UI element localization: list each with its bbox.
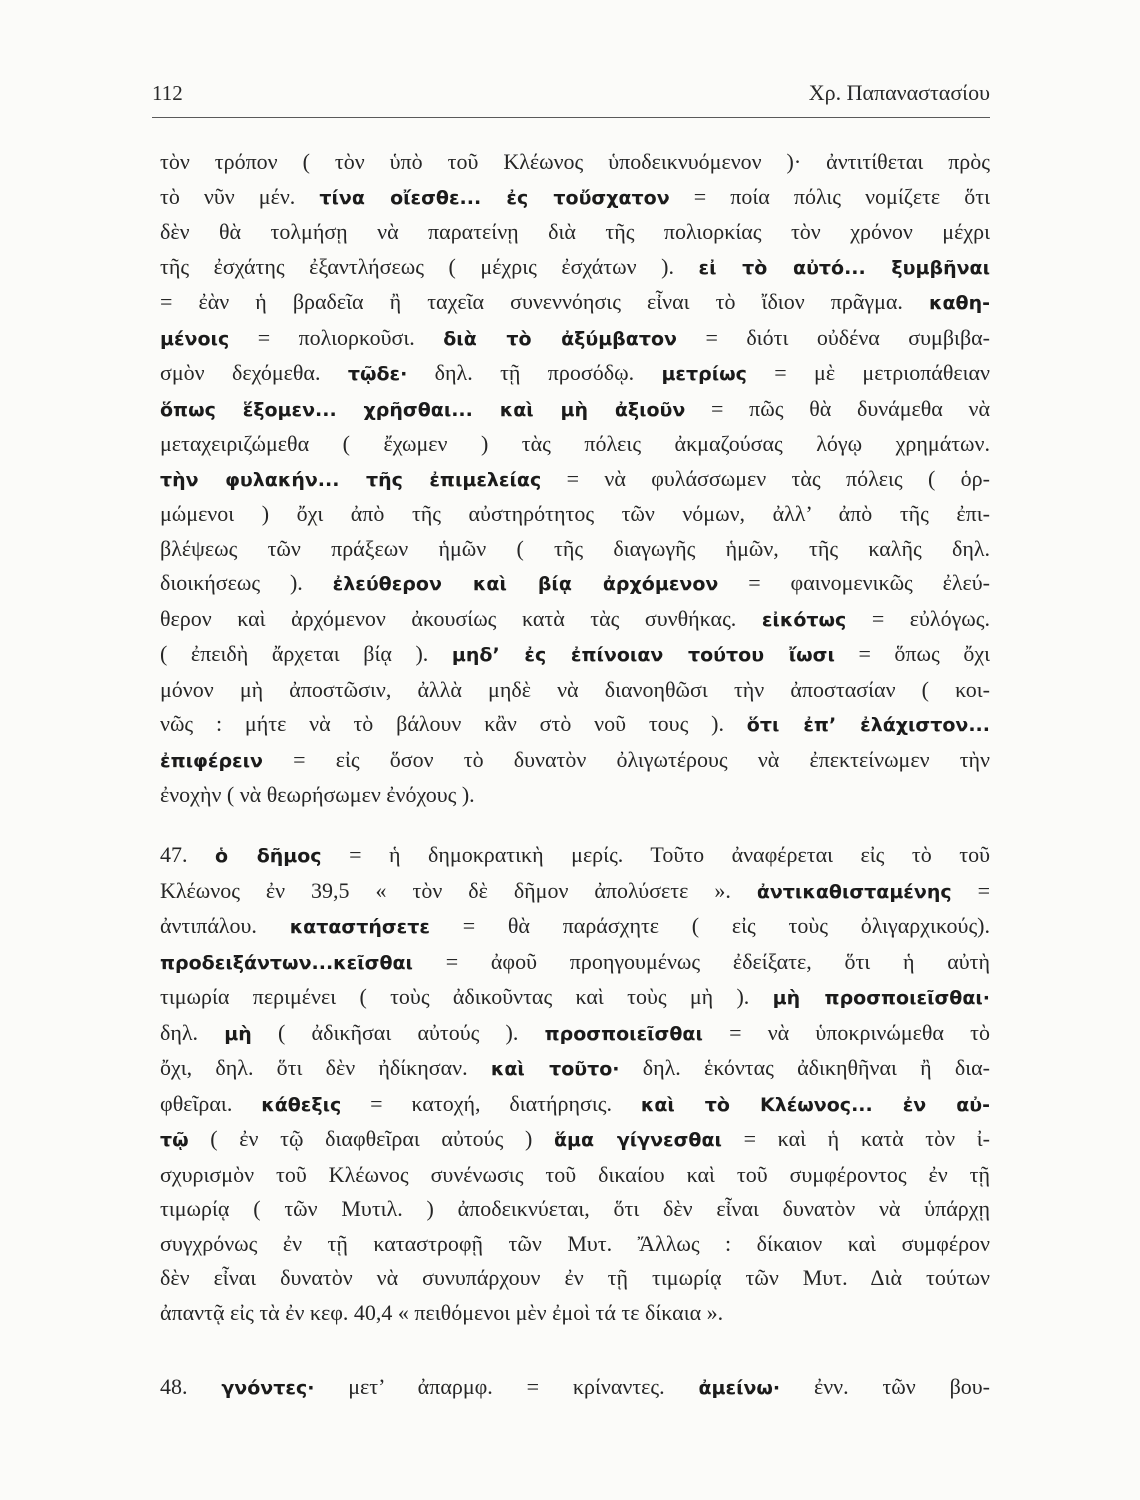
text-line [160,945,990,981]
commentary-text: = μὲ μετριοπάθειαν [746,360,990,385]
commentary-text: = κατοχή, διατήρησις. [341,1090,641,1116]
lemma-term: μὴ [224,1022,252,1045]
text-line [160,909,990,945]
lemma-term: προσποιεῖσθαι [544,1022,703,1045]
text-line [160,980,990,1016]
commentary-text: ( ἀδικῆσαι αὐτούς ). [251,1019,545,1045]
text-line [160,1087,990,1123]
text-line [160,215,990,250]
commentary-paragraph-48 [160,1370,990,1406]
lemma-term: μηδ’ ἐς ἐπίνοιαν τούτου ἴωσι [451,644,835,666]
lemma-term: ἅμα γίγνεσθαι [553,1129,722,1151]
text-line [160,250,990,286]
commentary-text: = πολιορκοῦσι. [229,324,444,350]
text-line [160,321,990,357]
commentary-text: = εἰς ὅσον τὸ δυνατὸν ὀλιγωτέρους νὰ ἐπεκτείνωμεν τὴν [262,746,990,772]
text-line [160,637,990,673]
text-line [160,1192,990,1227]
commentary-text: θερον καὶ ἀρχόμενον ἀκουσίως κατὰ τὰς συνθήκας. [160,605,762,631]
commentary-text: ἐνοχὴν ( νὰ θεωρήσωμεν ἐνόχους ). [160,782,475,807]
text-line [160,180,990,216]
lemma-term: προδειξάντων...κεῖσθαι [160,951,413,974]
lemma-term: τῷδε· [347,363,408,385]
commentary-text: διοικήσεως ). [160,570,333,595]
commentary-text: = θὰ παράσχητε ( εἰς τοὺς ὀλιγαρχικούς). [429,913,990,938]
commentary-text: βλέψεως τῶν πράξεων ἡμῶν ( τῆς διαγωγῆς ἡμῶν, τῆς καλῆς δηλ. [160,535,990,561]
text-line [160,602,990,638]
lemma-term: ὅτι ἐπ’ ἐλάχιστον... [746,714,990,736]
header-rule [152,117,990,118]
lemma-term: ἀμείνω· [698,1377,781,1399]
commentary-text: τὸν τρόπον ( τὸν ὑπὸ τοῦ Κλέωνος ὑποδεικνυόμενον )· ἀντιτίθεται πρὸς [160,149,990,174]
lemma-term: ἐπιφέρειν [160,749,263,772]
commentary-text: φθεῖραι. [160,1090,262,1116]
text-line [160,1296,990,1331]
page-number: 112 [152,81,183,105]
lemma-term: καθη- [928,292,990,314]
lemma-term: μὴ προσποιεῖσθαι· [772,987,991,1009]
text-line [160,1370,990,1406]
commentary-text: 48. [160,1374,222,1399]
text-line [160,1158,990,1193]
text-line [160,566,990,602]
lemma-term: ὁ δῆμος [215,845,322,867]
commentary-text: = νὰ ὑποκρινώμεθα τὸ [702,1019,990,1045]
lemma-term: κάθεξις [261,1093,342,1116]
text-line [160,392,990,428]
commentary-paragraph-47 [160,838,990,1330]
lemma-term: τῷ [160,1129,189,1151]
text-line [160,285,990,321]
lemma-term: ἀντικαθισταμένης [756,880,952,903]
text-line [160,1261,990,1296]
commentary-text: ( ἐν τῷ διαφθεῖραι αὐτούς ) [188,1126,554,1151]
commentary-text: ( ἐπειδὴ ἄρχεται βίᾳ ). [160,641,452,666]
lemma-term: εἰκότως [761,608,847,631]
commentary-text: = εὐλόγως. [846,605,991,631]
text-line [160,1227,990,1262]
commentary-text: δηλ. [160,1019,225,1045]
commentary-text: = ἐὰν ἡ βραδεῖα ἢ ταχεῖα συνεννόησις εἶναι τὸ ἴδιον πρᾶγμα. [160,289,929,314]
commentary-text: δὲν θὰ τολμήσῃ νὰ παρατείνῃ διὰ τῆς πολιορκίας τὸν χρόνον μέχρι [160,219,990,244]
text-line [160,707,990,743]
text-line [160,462,990,498]
commentary-text: μεταχειριζώμεθα ( ἔχωμεν ) τὰς πόλεις ἀκμαζούσας λόγῳ χρημάτων. [160,431,990,456]
commentary-text: = [951,877,990,903]
text-line [160,874,990,910]
running-title: Χρ. Παπαναστασίου [808,80,990,105]
text-line [160,838,990,874]
lemma-term: τίνα οἴεσθε... ἐς τοὔσχατον [319,186,670,209]
commentary-text: σμὸν δεχόμεθα. [160,360,348,385]
text-line [160,1016,990,1052]
commentary-text: = ποία πόλις νομίζετε ὅτι [669,183,990,209]
commentary-text: = νὰ φυλάσσωμεν τὰς πόλεις ( ὁρ- [541,465,990,491]
lemma-term: διὰ τὸ ἀξύμβατον [443,327,677,350]
commentary-text: 47. [160,842,216,867]
lemma-term: καὶ τοῦτο· [490,1058,620,1080]
text-line [160,1122,990,1158]
lemma-term: μετρίως [661,363,747,385]
text-line [160,1051,990,1087]
commentary-text: δηλ. ἑκόντας ἀδικηθῆναι ἢ δια- [619,1055,990,1080]
commentary-text: σχυρισμὸν τοῦ Κλέωνος συνένωσις τοῦ δικαίου καὶ τοῦ συμφέροντος ἐν τῇ [160,1161,990,1187]
text-line [160,427,990,462]
commentary-text: ὄχι, δηλ. ὅτι δὲν ἠδίκησαν. [160,1055,491,1080]
lemma-term: καταστήσετε [289,916,430,938]
lemma-term: εἰ τὸ αὐτό... ξυμβῆναι [698,256,990,279]
text-line [160,497,990,532]
text-line [160,145,990,180]
commentary-paragraph [160,145,990,813]
commentary-text: Κλέωνος ἐν 39,5 « τὸν δὲ δῆμον ἀπολύσετε ». [160,877,757,903]
lemma-term: ἐλεύθερον καὶ βίᾳ ἀρχόμενον [332,573,719,595]
text-line [160,743,990,779]
commentary-text: μόνον μὴ ἀποστῶσιν, ἀλλὰ μηδὲ νὰ διανοηθῶσι τὴν ἀποστασίαν ( κοι- [160,676,990,702]
commentary-text: τιμωρίᾳ ( τῶν Μυτιλ. ) ἀποδεικνύεται, ὅτι δὲν εἶναι δυνατὸν νὰ ὑπάρχῃ [160,1196,990,1221]
commentary-text: δηλ. τῇ προσόδῳ. [407,360,662,385]
commentary-text: ἀντιπάλου. [160,913,290,938]
text-line [160,673,990,708]
commentary-text: ἀπαντᾷ εἰς τὰ ἐν κεφ. 40,4 « πειθόμενοι μὲν ἐμοὶ τά τε δίκαια ». [160,1299,724,1325]
commentary-text: ἐνν. τῶν βου- [780,1374,990,1399]
text-line [160,532,990,567]
commentary-text: = ἡ δημοκρατικὴ μερίς. Τοῦτο ἀναφέρεται εἰς τὸ τοῦ [321,842,990,867]
commentary-text: νῶς : μήτε νὰ τὸ βάλουν κἂν στὸ νοῦ τους ). [160,711,747,736]
commentary-text: = ἀφοῦ προηγουμένως ἐδείξατε, ὅτι ἡ αὐτὴ [412,948,990,974]
text-line [160,356,990,392]
lemma-term: τὴν φυλακήν... τῆς ἐπιμελείας [160,468,542,491]
commentary-text: μώμενοι ) ὄχι ἀπὸ τῆς αὐστηρότητος τῶν νόμων, ἀλλ’ ἀπὸ τῆς ἐπι- [160,501,990,526]
commentary-text: = καὶ ἡ κατὰ τὸν ἰ- [721,1126,990,1151]
commentary-text: συγχρόνως ἐν τῇ καταστροφῇ τῶν Μυτ. Ἄλλως : δίκαιον καὶ συμφέρον [160,1230,990,1256]
commentary-text: τὸ νῦν μέν. [160,183,320,209]
commentary-text: = πῶς θὰ δυνάμεθα νὰ [685,395,990,421]
commentary-text: = φαινομενικῶς ἐλεύ- [718,570,990,595]
commentary-text: τῆς ἐσχάτης ἐξαντλήσεως ( μέχρις ἐσχάτων ). [160,253,699,279]
commentary-text: μετ’ ἀπαρμφ. = κρίναντες. [314,1374,699,1399]
commentary-text: = διότι οὐδένα συμβιβα- [676,324,990,350]
lemma-term: μένοις [160,327,230,350]
commentary-text: δὲν εἶναι δυνατὸν νὰ συνυπάρχουν ἐν τῇ τιμωρίᾳ τῶν Μυτ. Διὰ τούτων [160,1265,990,1290]
lemma-term: καὶ τὸ Κλέωνος... ἐν αὐ- [640,1093,990,1116]
lemma-term: ὅπως ἕξομεν... χρῆσθαι... καὶ μὴ ἀξιοῦν [160,398,686,421]
lemma-term: γνόντες· [221,1377,315,1399]
text-line [160,778,990,813]
commentary-text: τιμωρία περιμένει ( τοὺς ἀδικοῦντας καὶ τοὺς μὴ ). [160,984,773,1009]
commentary-text: = ὅπως ὄχι [834,641,991,666]
